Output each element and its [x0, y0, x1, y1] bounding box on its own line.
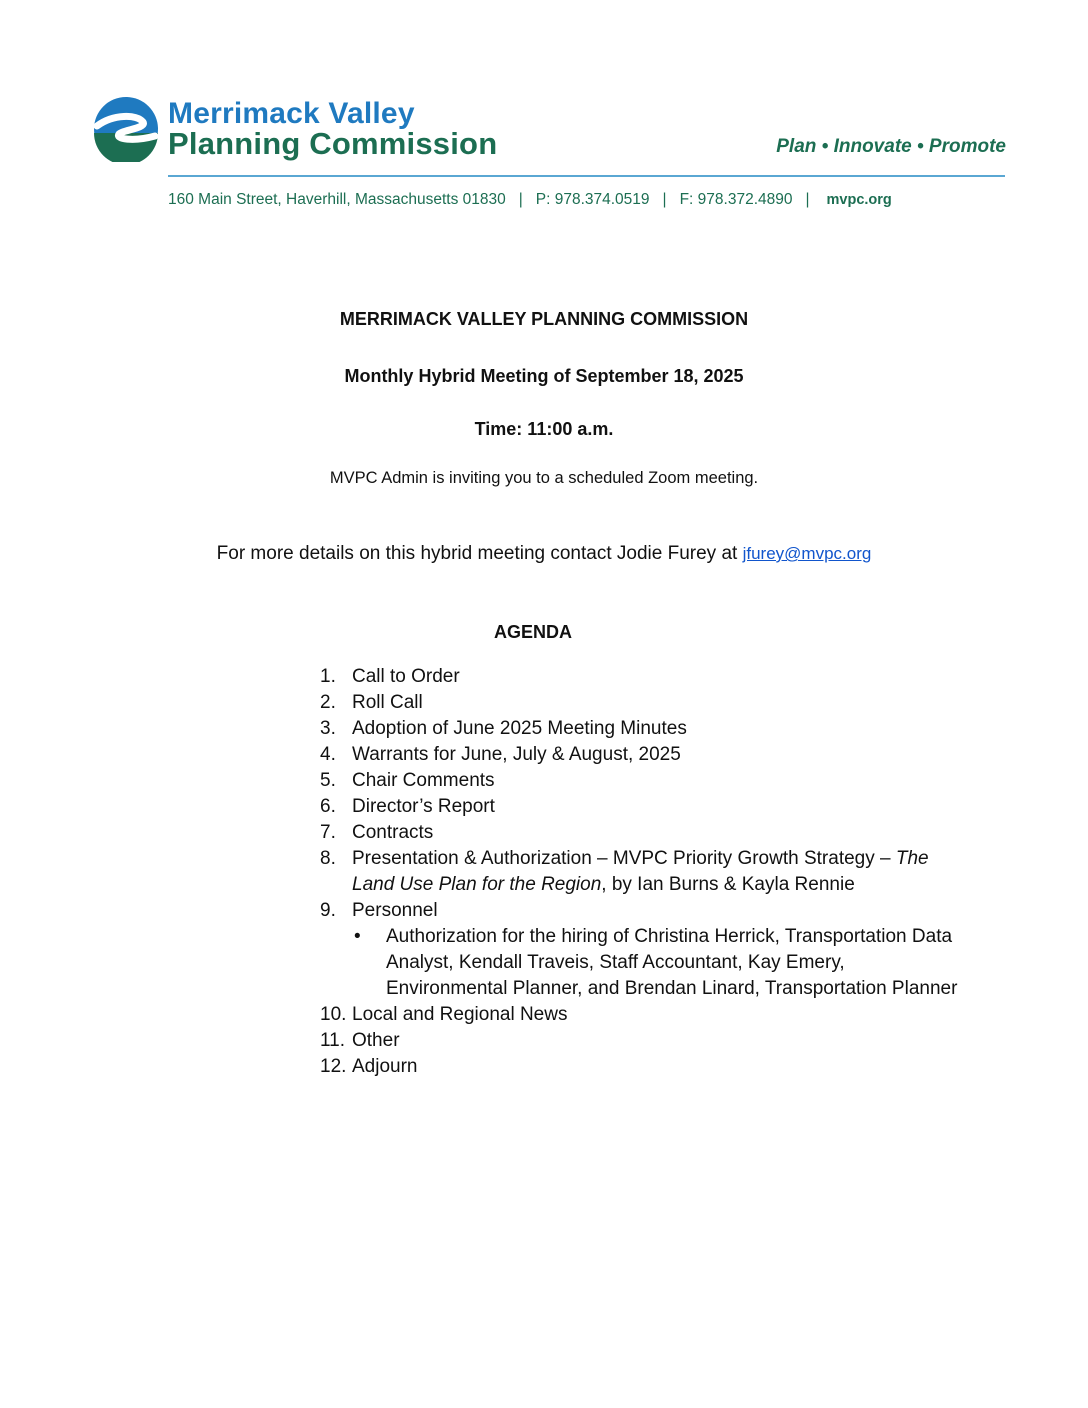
- agenda-item: [320, 742, 960, 768]
- agenda-number: 9.: [320, 900, 336, 921]
- bullet-icon: •: [354, 926, 361, 947]
- document-title: MERRIMACK VALLEY PLANNING COMMISSION: [339, 309, 749, 329]
- agenda-number: 5.: [320, 770, 336, 791]
- agenda-item: [320, 664, 960, 690]
- agenda-text-part: , by Ian Burns & Kayla Rennie: [601, 874, 855, 895]
- agenda-heading: AGENDA: [494, 622, 573, 642]
- agenda-text: Chair Comments: [352, 770, 495, 791]
- contact-line: [168, 191, 892, 209]
- tagline: Plan • Innovate • Promote: [776, 136, 1006, 157]
- fax: F: 978.372.4890: [679, 191, 793, 208]
- agenda-item: [320, 716, 960, 742]
- agenda-item: [320, 768, 960, 794]
- agenda-number: 10.: [320, 1004, 347, 1025]
- agenda-text: Director’s Report: [352, 796, 495, 817]
- agenda-text: Adjourn: [352, 1056, 418, 1077]
- contact-details: [0, 543, 1088, 565]
- agenda-text: Warrants for June, July & August, 2025: [352, 744, 681, 765]
- website: mvpc.org: [826, 192, 892, 208]
- agenda-text-italic: The Land Use Plan for the Region: [352, 848, 929, 895]
- org-name-line1: Merrimack Valley: [168, 97, 415, 130]
- agenda-item: [320, 820, 960, 846]
- org-name-line2: Planning Commission: [168, 126, 498, 161]
- agenda-text: [352, 846, 960, 898]
- separator: |: [662, 191, 667, 208]
- address: 160 Main Street, Haverhill, Massachusetts 01830: [168, 191, 506, 208]
- agenda-text: Contracts: [352, 822, 434, 843]
- agenda-number: 2.: [320, 692, 336, 713]
- agenda-number: 3.: [320, 718, 336, 739]
- agenda-item: [320, 1002, 960, 1028]
- zoom-invite-text: MVPC Admin is inviting you to a scheduled Zoom meeting.: [329, 469, 759, 487]
- agenda-item: [320, 846, 960, 898]
- header-divider: [168, 175, 1005, 177]
- agenda-item: [320, 794, 960, 820]
- contact-email-link[interactable]: jfurey@mvpc.org: [742, 544, 872, 563]
- agenda-subitem-text: Authorization for the hiring of Christina Herrick, Transportation Data Analyst, Kendall Traveis, Staff Accountant, Kay Emery, Environmental Planner, and Brendan Linard, Transportation Planner: [386, 926, 958, 999]
- meeting-time: Time: 11:00 a.m.: [474, 419, 614, 439]
- agenda-item: [320, 690, 960, 716]
- agenda-number: 12.: [320, 1056, 347, 1077]
- separator: |: [805, 191, 810, 208]
- contact-details-text: For more details on this hybrid meeting contact Jodie Furey at: [216, 543, 743, 564]
- agenda-text: Roll Call: [352, 692, 423, 713]
- separator: |: [518, 191, 523, 208]
- agenda-item: [320, 898, 960, 924]
- agenda-text: Call to Order: [352, 666, 460, 687]
- agenda-number: 7.: [320, 822, 336, 843]
- agenda-number: 1.: [320, 666, 336, 687]
- agenda-list: [320, 664, 960, 1080]
- agenda-text: Personnel: [352, 900, 438, 921]
- agenda-item: [320, 1028, 960, 1054]
- agenda-number: 4.: [320, 744, 336, 765]
- agenda-subitem: [352, 924, 960, 1002]
- meeting-heading: Monthly Hybrid Meeting of September 18, 2025: [344, 366, 744, 386]
- agenda-item: [320, 1054, 960, 1080]
- agenda-number: 6.: [320, 796, 336, 817]
- river-s-logo-icon: [93, 96, 159, 162]
- phone: P: 978.374.0519: [535, 191, 650, 208]
- agenda-text-part: Presentation & Authorization – MVPC Priority Growth Strategy –: [352, 848, 896, 869]
- agenda-number: 8.: [320, 848, 336, 869]
- agenda-text: Other: [352, 1030, 400, 1051]
- agenda-text: Local and Regional News: [352, 1004, 568, 1025]
- agenda-number: 11.: [320, 1030, 346, 1051]
- agenda-text: Adoption of June 2025 Meeting Minutes: [352, 718, 687, 739]
